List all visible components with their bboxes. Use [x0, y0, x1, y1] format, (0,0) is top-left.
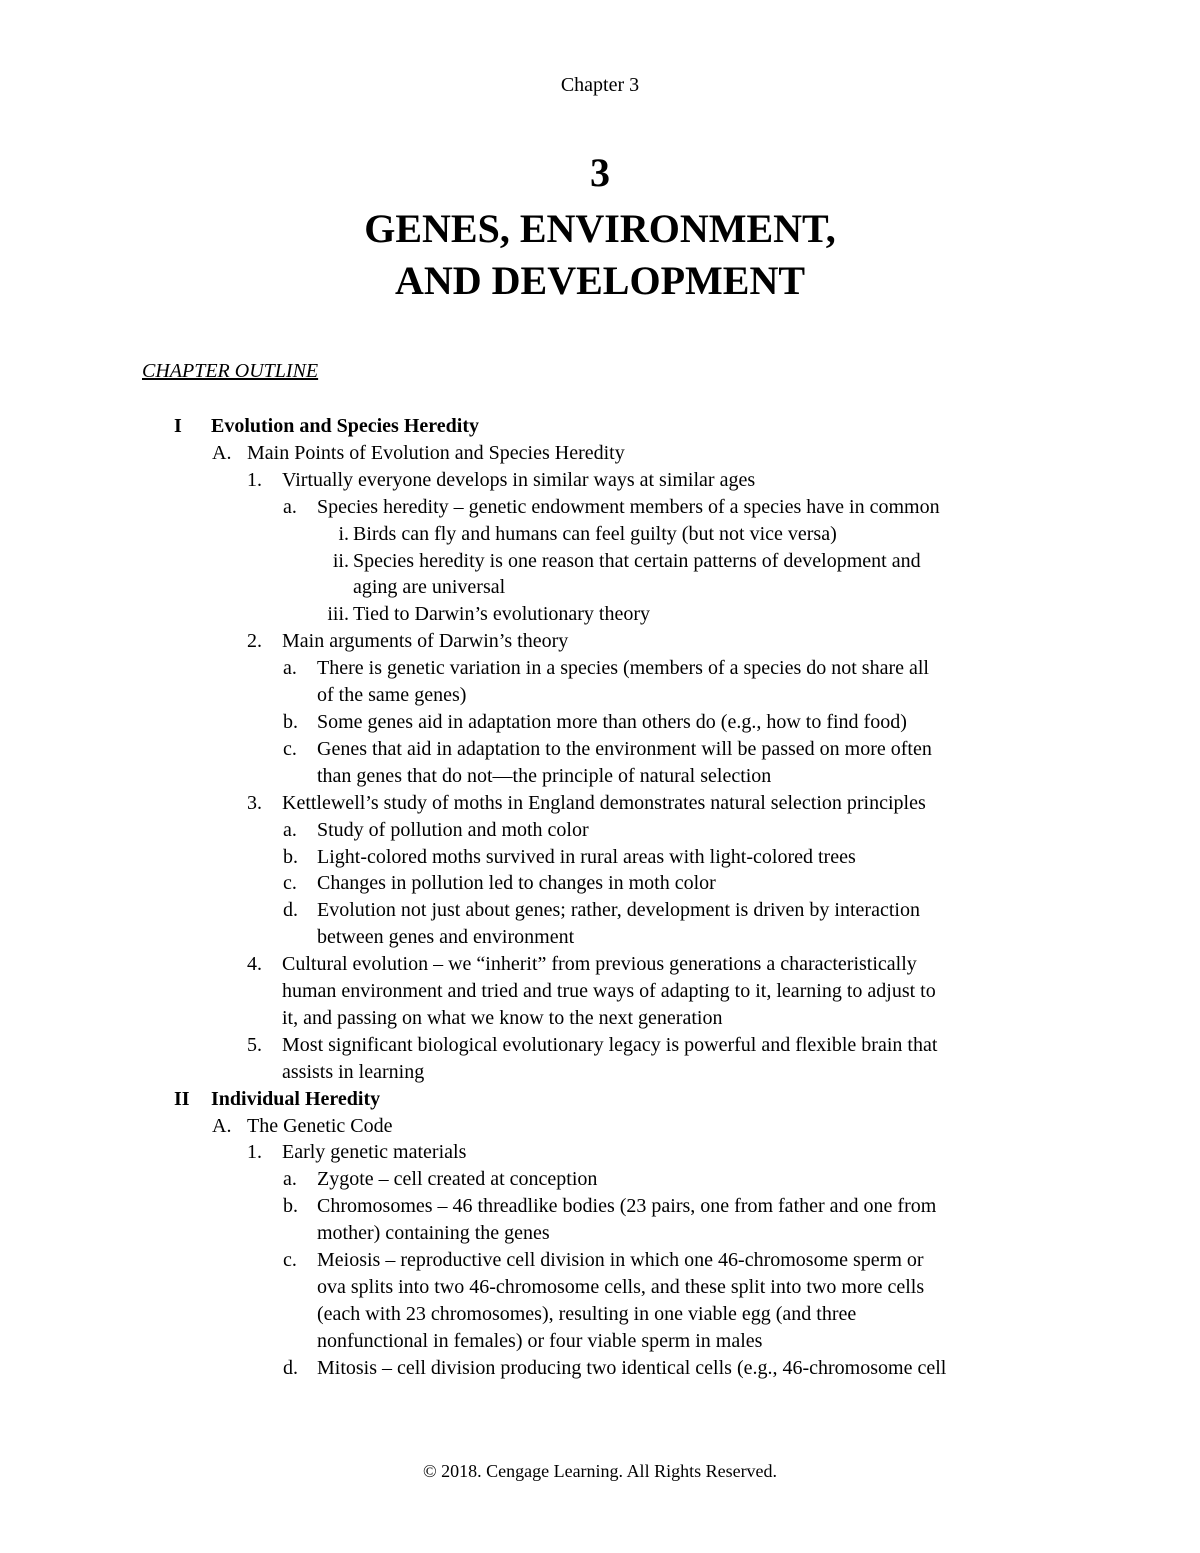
outline-item-text: Most significant biological evolutionary legacy is powerful and flexible brain that: [282, 1033, 938, 1056]
outline-item: [0, 951, 1200, 978]
outline-item-text: Light-colored moths survived in rural areas with light-colored trees: [317, 845, 856, 868]
outline-item-marker: a.: [283, 1168, 297, 1191]
outline-item-marker: a.: [283, 495, 297, 518]
outline-item-marker: d.: [283, 1356, 298, 1379]
outline-item: [0, 1274, 1200, 1301]
outline-item-text: Mitosis – cell division producing two identical cells (e.g., 46-chromosome cell: [317, 1356, 947, 1379]
outline-item-marker: iii.: [327, 603, 349, 626]
outline-item-marker: b.: [283, 845, 298, 868]
outline-item-marker: 1.: [247, 468, 262, 491]
outline-item: [0, 1355, 1200, 1382]
outline-item: [0, 413, 1200, 440]
outline-item: [0, 628, 1200, 655]
outline-item: [0, 548, 1200, 575]
outline-item-marker: I: [174, 415, 182, 437]
outline-item: [0, 763, 1200, 790]
outline-item-marker: c.: [283, 872, 297, 895]
outline-item: [0, 844, 1200, 871]
outline-item: [0, 817, 1200, 844]
outline-item-text: Evolution not just about genes; rather, development is driven by interaction: [317, 899, 920, 922]
outline-item-text: human environment and tried and true ways of adapting to it, learning to adjust to: [282, 980, 936, 1003]
outline-item: [0, 440, 1200, 467]
outline-item-marker: c.: [283, 737, 297, 760]
outline-item: [0, 1139, 1200, 1166]
outline-item-text: Main arguments of Darwin’s theory: [282, 630, 569, 653]
chapter-outline: [0, 413, 1200, 1382]
outline-item: [0, 655, 1200, 682]
outline-item-text: Meiosis – reproductive cell division in which one 46-chromosome sperm or: [317, 1249, 924, 1272]
outline-item-text: Kettlewell’s study of moths in England demonstrates natural selection principles: [282, 791, 926, 814]
outline-item-text: Cultural evolution – we “inherit” from previous generations a characteristically: [282, 953, 917, 976]
outline-item-marker: 1.: [247, 1141, 262, 1164]
outline-item-text: Evolution and Species Heredity: [211, 415, 479, 437]
outline-item-text: (each with 23 chromosomes), resulting in one viable egg (and three: [317, 1302, 857, 1325]
outline-item: [0, 1032, 1200, 1059]
outline-item-text: The Genetic Code: [247, 1114, 393, 1137]
outline-item: [0, 736, 1200, 763]
outline-item-text: Main Points of Evolution and Species Heredity: [247, 441, 625, 464]
page-header: Chapter 3: [560, 74, 640, 96]
outline-item-text: ova splits into two 46-chromosome cells, and these split into two more cells: [317, 1276, 925, 1298]
outline-item-marker: i.: [338, 522, 349, 545]
outline-item: [0, 494, 1200, 521]
outline-item-text: Virtually everyone develops in similar ways at similar ages: [282, 468, 756, 491]
outline-item-marker: 4.: [247, 953, 262, 976]
outline-item-text: Some genes aid in adaptation more than others do (e.g., how to find food): [317, 710, 907, 733]
outline-item-marker: a.: [283, 657, 297, 680]
outline-item-marker: b.: [283, 1195, 298, 1218]
outline-item-text: There is genetic variation in a species (members of a species do not share all: [317, 657, 929, 680]
outline-item-text: it, and passing on what we know to the next generation: [282, 1006, 723, 1029]
page-footer: © 2018. Cengage Learning. All Rights Reserved.: [422, 1461, 778, 1481]
outline-item-text: Early genetic materials: [282, 1141, 467, 1164]
chapter-number: 3: [590, 150, 610, 195]
outline-item-text: nonfunctional in females) or four viable sperm in males: [317, 1329, 763, 1352]
outline-item-text: of the same genes): [317, 684, 467, 707]
outline-item: [0, 1301, 1200, 1328]
outline-item-text: assists in learning: [282, 1060, 425, 1083]
outline-item-text: aging are universal: [353, 576, 506, 599]
outline-item-text: Species heredity – genetic endowment members of a species have in common: [317, 495, 940, 518]
outline-item: [0, 574, 1200, 601]
outline-item-text: Species heredity is one reason that certain patterns of development and: [353, 549, 921, 572]
outline-item-marker: ii.: [332, 549, 349, 572]
outline-item: [0, 978, 1200, 1005]
outline-item-marker: 2.: [247, 630, 262, 653]
outline-item: [0, 1247, 1200, 1274]
outline-item-text: than genes that do not—the principle of natural selection: [317, 764, 772, 787]
outline-item: [0, 709, 1200, 736]
outline-item-text: Genes that aid in adaptation to the environment will be passed on more often: [317, 737, 932, 760]
outline-item: [0, 924, 1200, 951]
outline-item-marker: A.: [212, 441, 232, 464]
outline-item: [0, 870, 1200, 897]
chapter-title-line-2: AND DEVELOPMENT: [394, 258, 806, 303]
outline-item-marker: A.: [212, 1114, 232, 1137]
outline-item: [0, 1086, 1200, 1113]
outline-item: [0, 1328, 1200, 1355]
outline-item: [0, 1166, 1200, 1193]
outline-item: [0, 682, 1200, 709]
outline-item-text: Individual Heredity: [211, 1087, 381, 1110]
outline-item-marker: d.: [283, 899, 298, 922]
outline-item-text: Tied to Darwin’s evolutionary theory: [353, 603, 651, 626]
outline-item-text: mother) containing the genes: [317, 1222, 550, 1245]
outline-item-text: Study of pollution and moth color: [317, 818, 589, 841]
outline-item: [0, 897, 1200, 924]
outline-item-text: Zygote – cell created at conception: [317, 1168, 598, 1191]
outline-item: [0, 521, 1200, 548]
outline-item-text: Birds can fly and humans can feel guilty (but not vice versa): [353, 522, 837, 545]
chapter-title-line-1: GENES, ENVIRONMENT,: [364, 206, 836, 251]
outline-item: [0, 1005, 1200, 1032]
outline-item: [0, 1220, 1200, 1247]
outline-item: [0, 1113, 1200, 1140]
outline-item-marker: a.: [283, 818, 297, 841]
outline-item: [0, 467, 1200, 494]
outline-item-text: Changes in pollution led to changes in moth color: [317, 872, 716, 895]
outline-item: [0, 1059, 1200, 1086]
outline-item: [0, 1193, 1200, 1220]
chapter-title: [0, 203, 1200, 307]
outline-item: [0, 601, 1200, 628]
outline-heading: CHAPTER OUTLINE: [142, 360, 319, 382]
outline-item-marker: 3.: [247, 791, 262, 814]
outline-item-text: between genes and environment: [317, 926, 575, 949]
outline-item: [0, 790, 1200, 817]
outline-item-marker: II: [174, 1087, 190, 1110]
outline-item-marker: b.: [283, 710, 298, 733]
outline-item-marker: c.: [283, 1249, 297, 1272]
outline-item-marker: 5.: [247, 1033, 262, 1056]
outline-item-text: Chromosomes – 46 threadlike bodies (23 pairs, one from father and one from: [317, 1195, 937, 1218]
